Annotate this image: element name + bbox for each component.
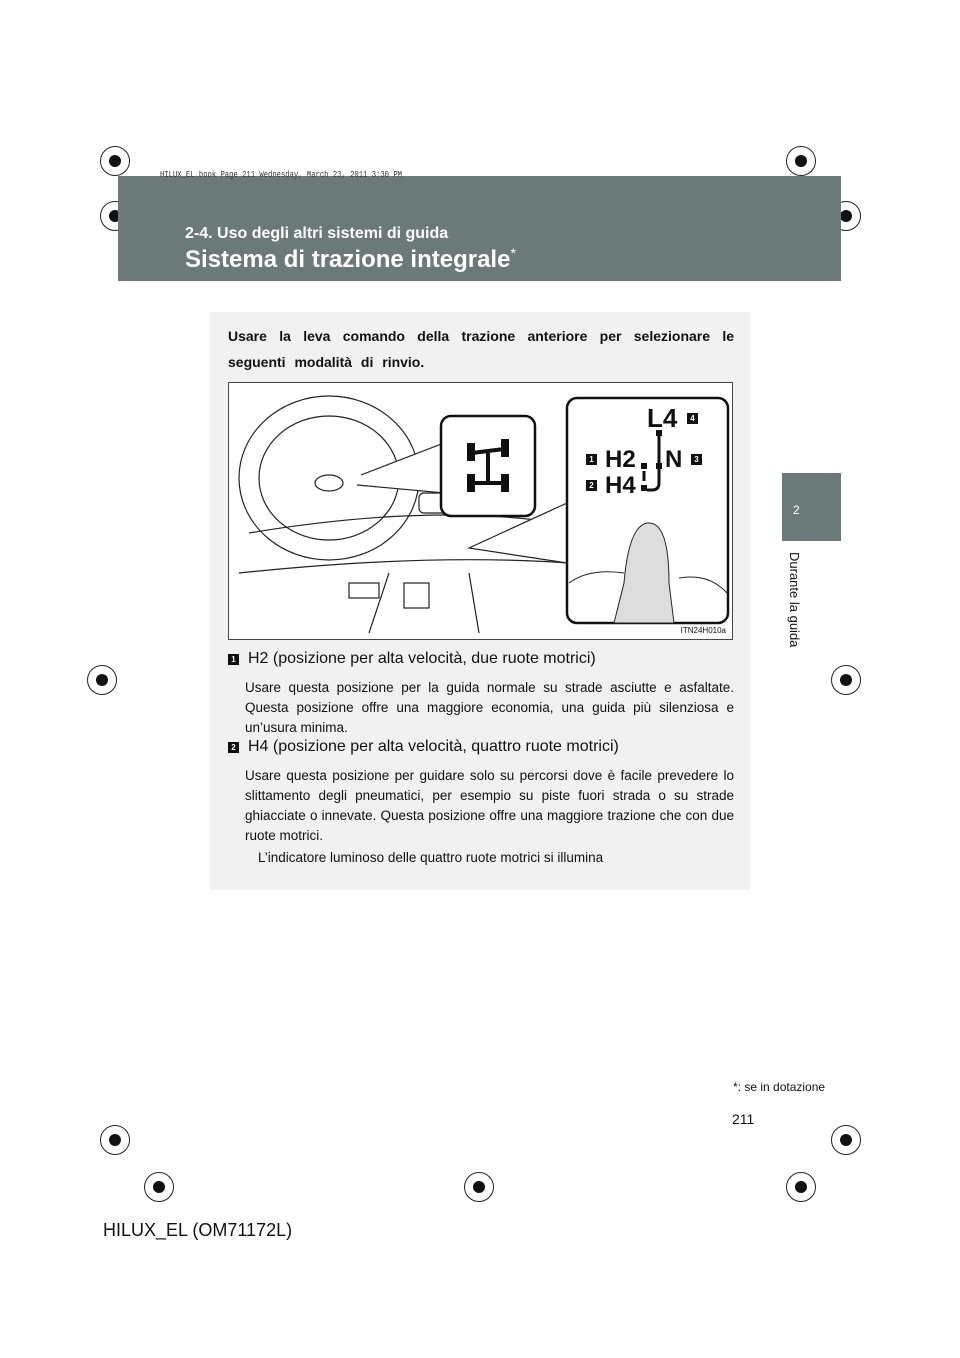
item-text: Usare questa posizione per guidare solo su percorsi dove è facile prevedere lo slittamento degli pneumatici, per esempio su piste fuori strada o su strade ghiacciate o innevate. Questa posizione offre una maggiore trazione che con due ruote motrici. [245, 768, 734, 843]
callout-number-4: 4 [687, 413, 698, 424]
gate-position-marker [641, 463, 647, 469]
label-H4: H4 [605, 472, 636, 499]
label-H2: H2 [605, 446, 636, 473]
indicator-note: L’indicatore luminoso delle quattro ruote motrici si illumina [258, 850, 604, 865]
list-item [228, 738, 734, 846]
book-info-line: HILUX_EL.book Page 211 Wednesday, March 23, 2011 3:30 PM [160, 170, 402, 180]
item-number: 1 [228, 654, 239, 665]
label-L4: L4 [647, 403, 678, 433]
registration-mark [786, 1172, 816, 1202]
registration-mark [786, 146, 816, 176]
model-code: HILUX_EL (OM71172L) [103, 1220, 293, 1240]
list-item [228, 650, 734, 738]
chapter-label: Durante la guida [787, 552, 802, 648]
section-heading: 2-4. Uso degli altri sistemi di guida [185, 225, 449, 242]
registration-mark [100, 1125, 130, 1155]
item-number: 2 [228, 742, 239, 753]
callout-number-3: 3 [691, 454, 702, 465]
title-mark: * [510, 245, 516, 261]
title-text: Sistema di trazione integrale [185, 246, 511, 273]
label-N: N [665, 446, 683, 473]
item-title: H4 (posizione per alta velocità, quattro ruote motrici) [248, 738, 619, 755]
page-title [185, 245, 516, 274]
illustration [228, 382, 733, 640]
registration-mark [831, 665, 861, 695]
registration-mark [831, 1125, 861, 1155]
item-text: Usare questa posizione per la guida normale su strade asciutte e asfaltate. Questa posizione offre una maggiore economia, una guida più silenziosa e un’usura minima. [245, 680, 734, 735]
footnote [733, 1080, 825, 1094]
intro-text: Usare la leva comando della trazione anteriore per selezionare le seguenti modalità di rinvio. [228, 328, 734, 370]
footnote-text: : se in dotazione [737, 1080, 826, 1094]
registration-mark [100, 146, 130, 176]
registration-mark [464, 1172, 494, 1202]
chapter-tab [782, 473, 841, 541]
chapter-number: 2 [793, 503, 800, 517]
page-number: 211 [732, 1111, 755, 1127]
item-title: H2 (posizione per alta velocità, due ruote motrici) [248, 650, 596, 667]
callout-number-1: 1 [586, 454, 597, 465]
registration-mark [144, 1172, 174, 1202]
registration-mark [87, 665, 117, 695]
callout-number-2: 2 [586, 480, 597, 491]
figure-code: ITN24H010a [680, 626, 726, 635]
footnote-mark: * [733, 1080, 738, 1094]
gate-position-marker [656, 463, 662, 469]
gate-position-marker [641, 485, 647, 491]
